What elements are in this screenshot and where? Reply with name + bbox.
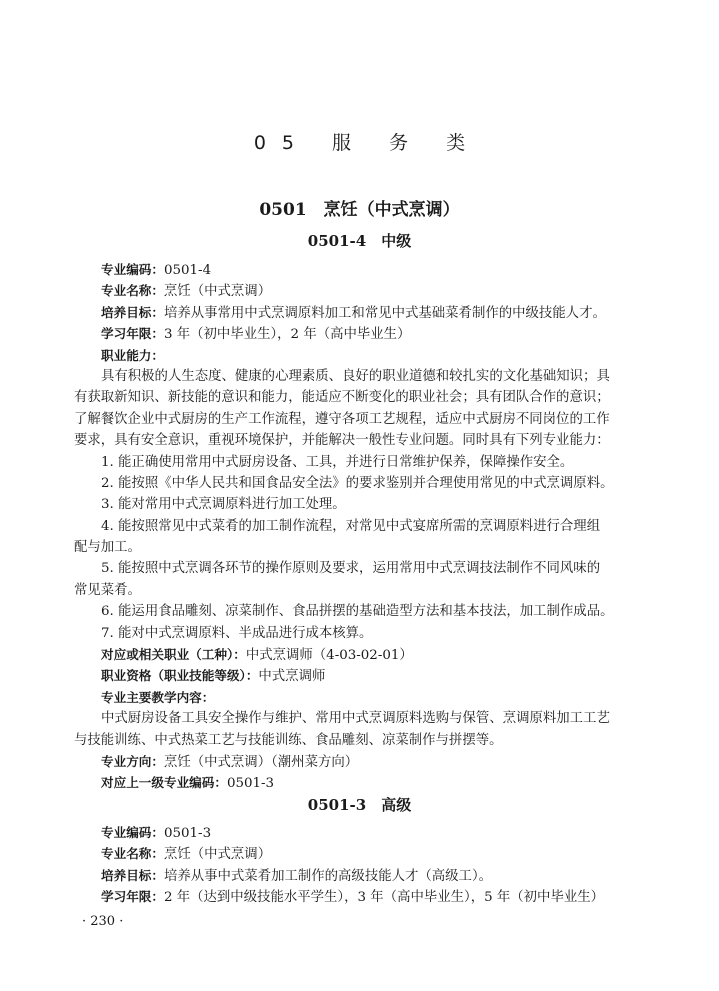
name-line: 专业名称：烹饪（中式烹调） [101,283,272,300]
ability-text-line: 具有积极的人生态度、健康的心理素质、良好的职业道德和较扎实的文化基础知识；具 [101,368,610,384]
ability-item: 7. 能对中式烹调原料、半成品进行成本核算。 [101,625,373,641]
subsection-heading-advanced: 0501-3 高级 [307,796,412,814]
content-text-line: 中式厨房设备工具安全操作与维护、常用中式烹调原料选购与保管、烹调原料加工工艺 [101,711,610,727]
direction-line: 专业方向：烹饪（中式烹调）（潮州菜方向） [101,753,359,770]
ability-item: 1. 能正确使用常用中式厨房设备、工具，并进行日常维护保养，保障操作安全。 [101,454,574,470]
code-line: 专业编码：0501-3 [101,825,212,841]
ability-heading: 职业能力： [101,347,164,363]
years-line: 学习年限：2 年（达到中级技能水平学生），3 年（高中毕业生），5 年（初中毕业生） [101,889,605,906]
goal-line: 培养目标：培养从事中式菜肴加工制作的高级技能人才（高级工）。 [101,867,493,884]
ability-item-continued: 配与加工。 [74,540,141,556]
ability-text-line: 要求，具有安全意识，重视环境保护，并能解决一般性专业问题。同时具有下列专业能力： [74,433,610,449]
section-title: 0501 烹饪（中式烹调） [259,200,460,220]
chapter-title: 05 服 务 类 [253,132,482,154]
content-text-line: 与技能训练、中式热菜工艺与技能训练、食品雕刻、凉菜制作与拼摆等。 [74,732,503,748]
upper-code-line: 对应上一级专业编码：0501-3 [101,775,275,792]
page-number: · 230 · [82,914,124,929]
intermediate-body [74,259,632,794]
advanced-body [74,822,632,908]
job-line: 对应或相关职业（工种）：中式烹调师（4-03-02-01） [101,647,413,664]
code-line: 专业编码：0501-4 [101,262,212,278]
ability-text-line: 了解餐饮企业中式厨房的生产工作流程，遵守各项工艺规程，适应中式厨房不同岗位的工作 [74,411,610,427]
ability-item: 5. 能按照中式烹调各环节的操作原则及要求，运用常用中式烹调技法制作不同风味的 [101,561,601,577]
years-line: 学习年限：3 年（初中毕业生），2 年（高中毕业生） [101,326,411,343]
content-heading: 专业主要教学内容： [101,689,215,705]
ability-item-continued: 常见菜肴。 [74,582,141,598]
goal-line: 培养目标：培养从事常用中式烹调原料加工和常见中式基础菜肴制作的中级技能人才。 [101,304,606,321]
ability-item: 4. 能按照常见中式菜肴的加工制作流程，对常见中式宴席所需的烹调原料进行合理组 [101,518,601,534]
subsection-heading-intermediate: 0501-4 中级 [307,232,412,250]
cert-line: 职业资格（职业技能等级）：中式烹调师 [101,668,326,685]
name-line: 专业名称：烹饪（中式烹调） [101,846,272,863]
ability-item: 3. 能对常用中式烹调原料进行加工处理。 [101,497,346,513]
ability-text-line: 有获取新知识、新技能的意识和能力，能适应不断变化的职业社会；具有团队合作的意识； [74,390,610,406]
ability-item: 2. 能按照《中华人民共和国食品安全法》的要求鉴别并合理使用常见的中式烹调原料。 [101,475,614,491]
ability-item: 6. 能运用食品雕刻、凉菜制作、食品拼摆的基础造型方法和基本技法，加工制作成品。 [101,604,614,620]
